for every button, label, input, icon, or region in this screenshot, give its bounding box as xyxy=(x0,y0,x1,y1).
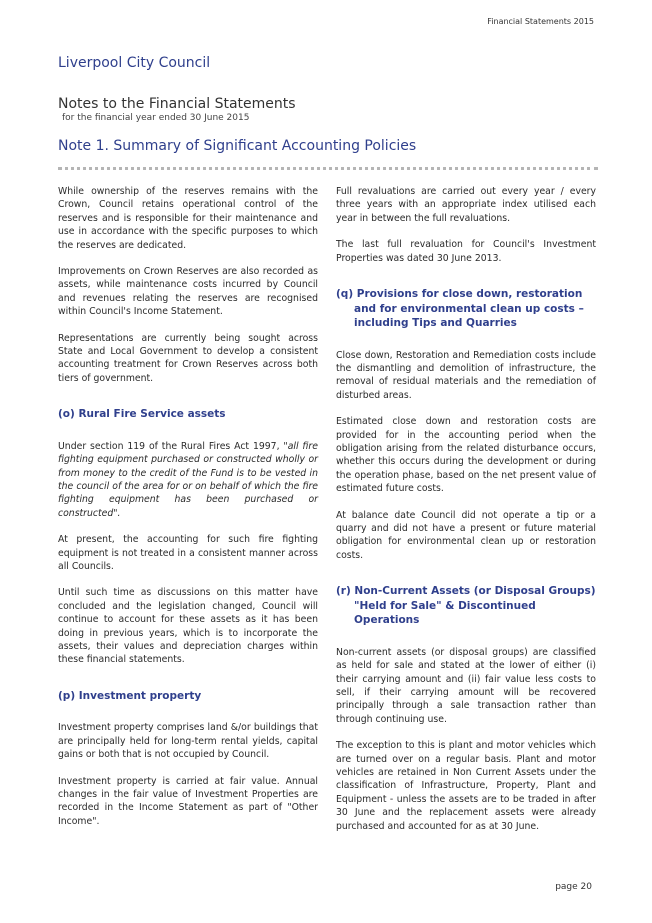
note-heading: Note 1. Summary of Significant Accounting Policies xyxy=(58,138,417,154)
running-header: Financial Statements 2015 xyxy=(487,17,594,26)
section-heading-investment-property: (p) Investment property xyxy=(58,689,202,702)
section-heading-rural-fire: (o) Rural Fire Service assets xyxy=(58,408,226,421)
notes-title: Notes to the Financial Statements xyxy=(58,96,296,112)
paragraph-rural-fire-act xyxy=(58,440,318,520)
paragraph: Investment property comprises land &/or buildings that are principally held for long-term rental yields, capital gains or both that is not occupied by Council. xyxy=(58,722,318,761)
paragraph: Full revaluations are carried out every year / every three years with an appropriate index utilised each year in between the full revaluations. xyxy=(336,186,596,224)
paragraph: Investment property is carried at fair value. Annual changes in the fair value of Investment Properties are recorded in the Income Statement as part of "Other Income". xyxy=(58,775,318,827)
notes-subtitle: for the financial year ended 30 June 2015 xyxy=(62,113,250,123)
section-heading-provisions: (q) Provisions for close down, restoration and for environmental clean up costs – including Tips and Quarries xyxy=(336,288,584,330)
page-number: page 20 xyxy=(555,882,592,892)
left-column xyxy=(58,185,318,841)
paragraph: The exception to this is plant and motor vehicles which are turned over on a regular basis. Plant and motor vehicles are retained in Non Current Assets under the classification of Infrastructure, Property, Plant and Equipment - unless the assets are to be traded in after 30 June and the replacement assets were already purchased and accounted for as at 30 June. xyxy=(336,740,596,832)
paragraph: At balance date Council did not operate a tip or a quarry and did not have a present or future material obligation for environmental clean up or restoration costs. xyxy=(336,509,596,561)
section-heading-held-for-sale: (r) Non-Current Assets (or Disposal Groups) "Held for Sale" & Discontinued Operations xyxy=(336,585,596,627)
paragraph-intro: Under section 119 of the Rural Fires Act 1997, xyxy=(58,440,284,452)
paragraph: Estimated close down and restoration costs are provided for in the accounting period when the obligation arising from the related disturbance occurs, whether this occurs during the development or during the operation phase, based on the net present value of estimated future costs. xyxy=(336,416,596,495)
right-column xyxy=(336,185,596,846)
dotted-divider xyxy=(58,167,598,170)
paragraph: Improvements on Crown Reserves are also recorded as assets, while maintenance costs incurred by Council and revenues relating the reserves are recognised within Council's Income Statement. xyxy=(58,266,318,318)
paragraph: Close down, Restoration and Remediation costs include the dismantling and demolition of infrastructure, the removal of residual materials and the remediation of disturbed areas. xyxy=(336,349,596,401)
paragraph: Non-current assets (or disposal groups) are classified as held for sale and stated at the lower of either (i) their carrying amount and (ii) fair value less costs to sell, if their carrying amount will be recovered principally through a sale transaction rather than through continuing use. xyxy=(336,646,596,725)
council-name: Liverpool City Council xyxy=(58,55,211,71)
paragraph: Representations are currently being sought across State and Local Government to develop a consistent accounting treatment for Crown Reserves across both tiers of government. xyxy=(58,332,318,384)
paragraph: Until such time as discussions on this matter have concluded and the legislation changed, Council will continue to account for these assets as it has been doing in previous years, which is to incorporate the assets, their values and depreciation charges within these financial statements. xyxy=(58,587,318,666)
act-quote: "all fire fighting equipment purchased or constructed wholly or from money to the credit of the Fund is to be vested in the council of the area for or on behalf of which the fire fighting equipment has been purchased or constructed". xyxy=(58,440,318,519)
paragraph: At present, the accounting for such fire fighting equipment is not treated in a consistent manner across all Councils. xyxy=(58,534,318,573)
paragraph: The last full revaluation for Council's Investment Properties was dated 30 June 2013. xyxy=(336,239,596,264)
paragraph: While ownership of the reserves remains with the Crown, Council retains operational control of the reserves and is responsible for their maintenance and use in accordance with the specific purposes to which the reserves are dedicated. xyxy=(58,186,318,251)
